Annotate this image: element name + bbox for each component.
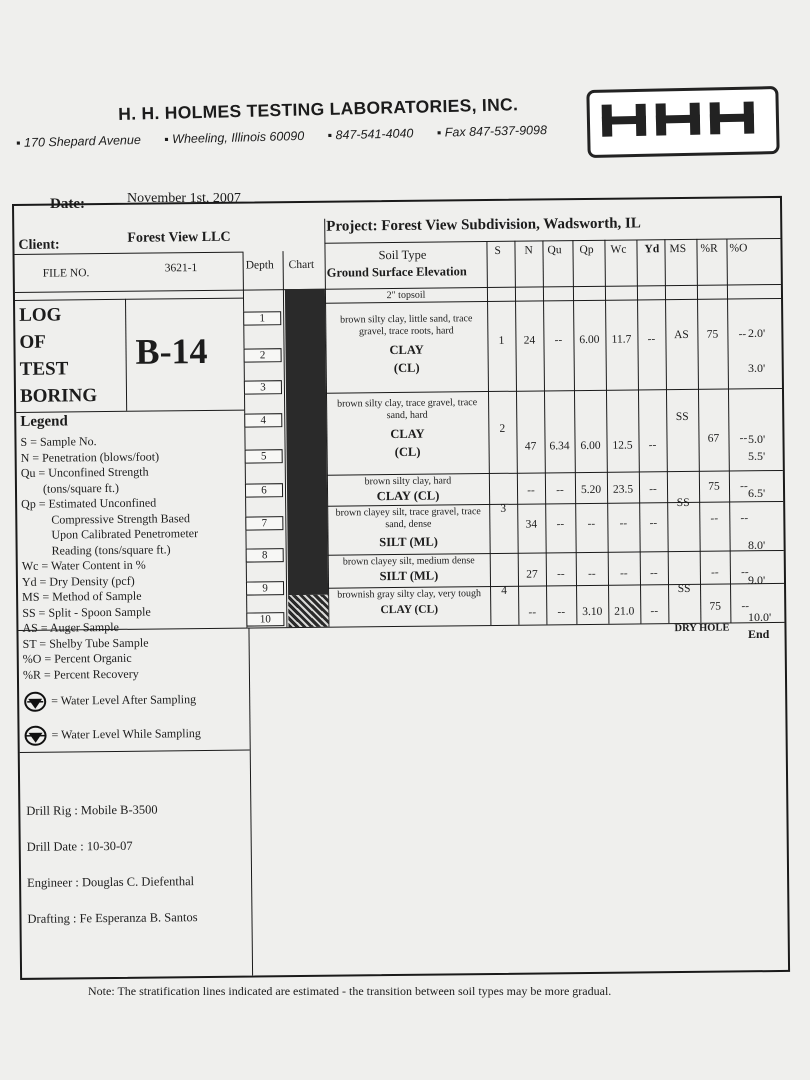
side-depth-5-5: 5.5' [748, 449, 766, 463]
col-qu: Qu [547, 244, 562, 257]
layer-5-desc: brown clayey silt, medium dense [342, 555, 475, 568]
s6-o: -- [741, 600, 750, 613]
legend-title: Legend [20, 413, 68, 430]
boring-id: B-14 [135, 330, 208, 372]
legend-water-while: = Water Level While Sampling [23, 723, 245, 747]
side-end: End [748, 627, 770, 641]
legend-n: N = Penetration (blows/foot) [20, 448, 160, 465]
s3-n: -- [527, 484, 535, 497]
s2-qu: 6.34 [549, 440, 570, 453]
s1-o: -- [738, 328, 747, 341]
company-name: H. H. HOLMES TESTING LABORATORIES, INC. [118, 94, 519, 124]
legend-s: S = Sample No. [20, 434, 97, 449]
layer-2-code: (CL) [394, 444, 421, 460]
legend-qu: Qu = Unconfined Strength [20, 464, 149, 480]
s5-qp: -- [587, 567, 596, 580]
s4-qp: -- [587, 517, 596, 530]
col-n: N [524, 244, 533, 257]
side-depth-6-5: 6.5' [748, 486, 766, 500]
s5-o: -- [740, 566, 749, 579]
s6-r: 75 [709, 600, 722, 613]
s2-n: 47 [524, 440, 537, 453]
address-phone: 847-541-4040 [335, 126, 414, 143]
s1-r: 75 [706, 328, 719, 341]
s6-qu: -- [557, 606, 566, 619]
side-depth-3: 3.0' [748, 361, 766, 375]
layer-topsoil: 2" topsoil [386, 289, 426, 302]
legend-qp: Qp = Estimated Unconfined [21, 495, 157, 511]
drill-drafting: Drafting : Fe Esperanza B. Santos [27, 910, 198, 926]
drill-date: Drill Date : 10-30-07 [26, 838, 133, 854]
legend-ss: SS = Split - Spoon Sample [22, 604, 151, 620]
legend-yd: Yd = Dry Density (pcf) [21, 573, 135, 589]
legend-wc: Wc = Water Content in % [21, 557, 146, 573]
depth-9: 9 [246, 581, 284, 595]
client-label: Client: [18, 237, 60, 253]
s4-n: 34 [525, 518, 538, 531]
layer-5-name: SILT (ML) [379, 568, 439, 584]
legend-qu-unit: (tons/square ft.) [42, 480, 120, 496]
hhh-logo-icon [586, 86, 779, 158]
s3-o: -- [740, 480, 748, 493]
address-city: Wheeling, Illinois 60090 [172, 128, 305, 147]
side-depth-8: 8.0' [748, 538, 766, 552]
s6-yd: -- [650, 605, 659, 618]
s1-qp: 6.00 [579, 333, 600, 347]
s1-wc: 11.7 [611, 333, 632, 346]
ground-elevation-header: Ground Surface Elevation [326, 264, 467, 280]
drill-engineer: Engineer : Douglas C. Diefenthal [27, 874, 195, 890]
layer-3-desc: brown silty clay, hard [364, 475, 452, 488]
s2-r: 67 [707, 432, 720, 445]
legend-qp-3: Upon Calibrated Penetrometer [51, 526, 199, 542]
col-wc: Wc [610, 243, 627, 256]
s2-ms: SS [675, 410, 689, 424]
layer-1-name: CLAY [389, 342, 424, 358]
drill-rig: Drill Rig : Mobile B-3500 [26, 802, 158, 818]
legend-qp-4: Reading (tons/square ft.) [51, 541, 171, 558]
soil-chart-hatch [288, 595, 328, 627]
chart-header: Chart [288, 258, 315, 272]
s3-r: 75 [708, 480, 720, 493]
legend-ms: MS = Method of Sample [22, 588, 142, 604]
col-qp: Qp [579, 243, 594, 257]
s6-s: 4 [501, 584, 508, 597]
depth-header: Depth [245, 259, 274, 272]
s5-r: -- [710, 566, 719, 579]
col-yd: Yd [644, 243, 660, 256]
side-depth-9: 9.0' [748, 573, 766, 587]
s5-n: 27 [526, 568, 538, 581]
legend-r: %R = Percent Recovery [22, 666, 139, 682]
depth-10: 10 [246, 612, 284, 626]
s4-o: -- [740, 512, 749, 525]
layer-6-name: CLAY (CL) [380, 603, 439, 617]
s3-wc: 23.5 [612, 483, 634, 496]
col-ms: MS [669, 242, 687, 256]
legend-o: %O = Percent Organic [22, 650, 132, 666]
col-o: %O [729, 242, 748, 255]
address-street: 170 Shepard Avenue [23, 132, 141, 150]
depth-8: 8 [246, 548, 284, 562]
boring-log-table [12, 196, 790, 980]
layer-6-desc: brownish gray silty clay, very tough [337, 588, 482, 601]
s6-n: -- [528, 606, 537, 619]
s5-qu: -- [557, 568, 565, 581]
s2-s: 2 [499, 422, 506, 435]
address-fax: Fax 847-537-9098 [444, 123, 548, 140]
water-level-after-icon [23, 691, 47, 713]
s3-qu: -- [556, 484, 564, 497]
depth-6: 6 [245, 483, 283, 497]
layer-2-desc: brown silty clay, trace gravel, trace sand, hard [336, 397, 478, 422]
s2-qp: 6.00 [580, 439, 601, 453]
dry-hole-label: DRY HOLE [674, 622, 730, 635]
soil-type-header: Soil Type [378, 247, 427, 263]
s1-ms: AS [673, 328, 689, 342]
s4-yd: -- [649, 517, 658, 530]
legend-water-after: = Water Level After Sampling [23, 689, 245, 713]
side-depth-5: 5.0' [748, 432, 766, 446]
project-title: Project: Forest View Subdivision, Wadsworth, IL [326, 215, 641, 235]
s1-yd: -- [647, 333, 656, 346]
legend-st: ST = Shelby Tube Sample [22, 635, 149, 651]
layer-2-name: CLAY [390, 426, 425, 442]
side-depth-10: 10.0' [748, 610, 772, 624]
client-value: Forest View LLC [127, 229, 231, 246]
s6-ms: SS [677, 582, 691, 596]
file-value: 3621-1 [164, 262, 198, 275]
date-label: Date: [50, 196, 85, 212]
s2-yd: -- [648, 439, 657, 452]
date-value: November 1st, 2007 [127, 191, 241, 206]
col-r: %R [700, 242, 718, 255]
depth-7: 7 [245, 516, 283, 530]
depth-4: 4 [244, 413, 282, 427]
legend-qp-2: Compressive Strength Based [51, 510, 191, 527]
legend-as: AS = Auger Sample [22, 619, 119, 635]
s1-s: 1 [498, 334, 505, 347]
water-level-while-icon [23, 725, 47, 747]
legend [20, 412, 245, 747]
s4-s: 3 [500, 502, 507, 515]
side-depth-2: 2.0' [748, 326, 766, 340]
s2-o: -- [739, 432, 748, 445]
log-title: LOG OF TEST BORING [19, 304, 98, 407]
s4-ms: SS [676, 496, 690, 510]
stratification-note: Note: The stratification lines indicated are estimated - the transition between soil types may be more gradual. [88, 984, 612, 998]
depth-3: 3 [244, 380, 282, 394]
layer-1-code: (CL) [393, 360, 420, 376]
s5-wc: -- [619, 567, 628, 580]
layer-4-name: SILT (ML) [379, 534, 438, 550]
s1-n: 24 [523, 334, 536, 347]
s6-qp: 3.10 [582, 605, 603, 619]
s6-wc: 21.0 [614, 605, 635, 618]
col-s: S [494, 244, 501, 257]
layer-4-desc: brown clayey silt, trace gravel, trace sand, dense [335, 506, 481, 531]
soil-chart-fill [285, 289, 328, 595]
s4-wc: -- [619, 517, 628, 530]
layer-1-desc: brown silty clay, little sand, trace gravel, trace roots, hard [339, 313, 473, 338]
s4-r: -- [710, 512, 719, 525]
s4-qu: -- [556, 518, 565, 531]
depth-5: 5 [245, 449, 283, 463]
depth-1: 1 [243, 311, 281, 325]
depth-2: 2 [244, 348, 282, 362]
s3-yd: -- [649, 483, 657, 496]
s5-yd: -- [649, 567, 658, 580]
s2-wc: 12.5 [612, 439, 633, 452]
file-label: FILE NO. [42, 267, 90, 280]
company-address: ▪ 170 Shepard Avenue ▪ Wheeling, Illinois 60090 ▪ 847-541-4040 ▪ Fax 847-537-9098 [16, 123, 548, 150]
s3-qp: 5.20 [580, 483, 602, 497]
layer-3-name: CLAY (CL) [376, 488, 440, 504]
s1-qu: -- [554, 334, 563, 347]
